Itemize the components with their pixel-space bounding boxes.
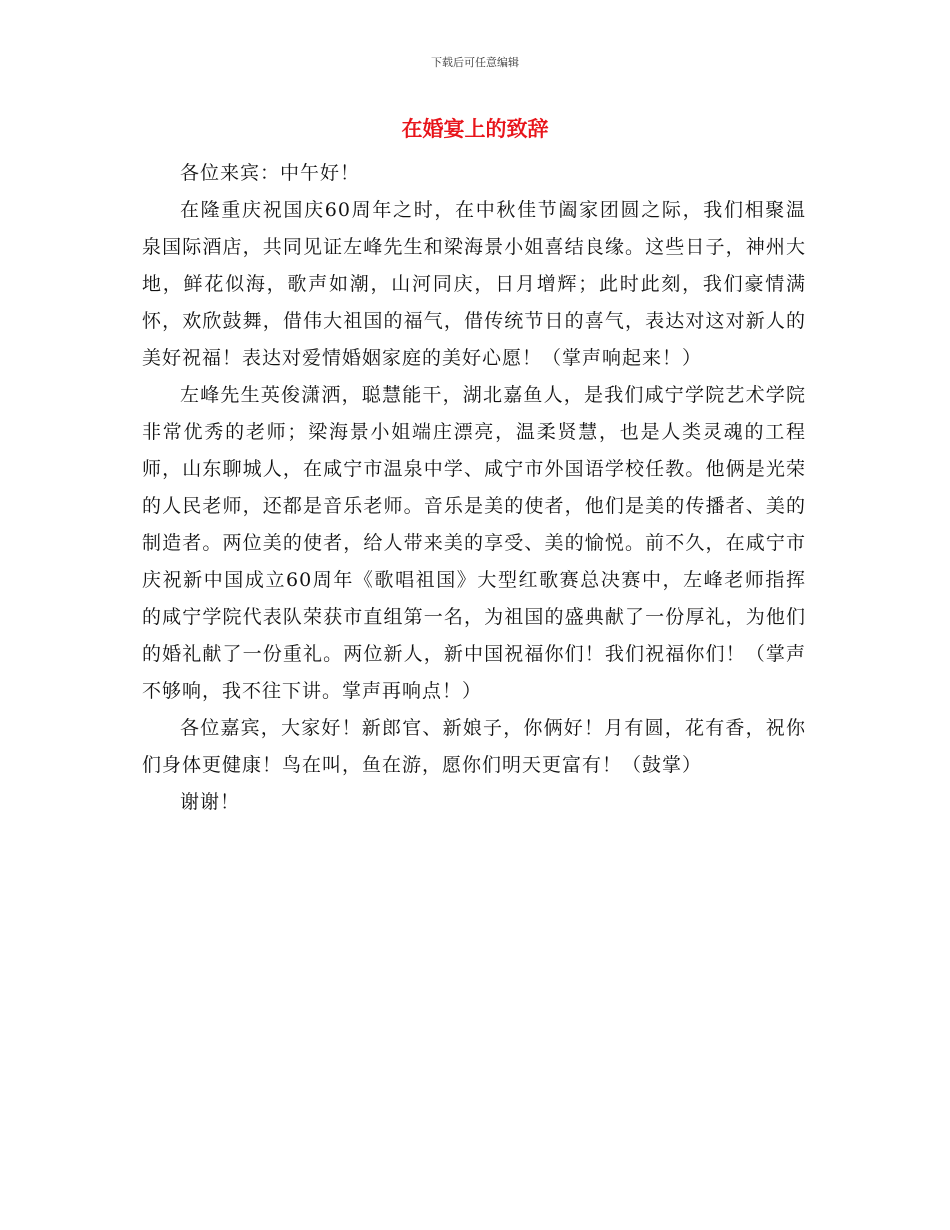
document-body [142, 155, 806, 821]
paragraph-wishes: 各位嘉宾，大家好！新郎官、新娘子，你俩好！月有圆，花有香，祝你们身体更健康！鸟在叫，鱼在游，愿你们明天更富有！（鼓掌） [142, 717, 806, 776]
paragraph-greeting: 各位来宾：中午好！ [180, 162, 361, 184]
paragraph-celebration: 在隆重庆祝国庆60周年之时，在中秋佳节阖家团圆之际，我们相聚温泉国际酒店，共同见证左峰先生和梁海景小姐喜结良缘。这些日子，神州大地，鲜花似海，歌声如潮，山河同庆，日月增辉；此时此刻，我们豪情满怀，欢欣鼓舞，借伟大祖国的福气，借传统节日的喜气，表达对这对新人的美好祝福！表达对爱情婚姻家庭的美好心愿！（掌声响起来！） [142, 199, 806, 369]
header-note: 下载后可任意编辑 [431, 56, 519, 69]
paragraph-couple-intro: 左峰先生英俊潇洒，聪慧能干，湖北嘉鱼人，是我们咸宁学院艺术学院非常优秀的老师；梁海景小姐端庄漂亮，温柔贤慧，也是人类灵魂的工程师，山东聊城人，在咸宁市温泉中学、咸宁市外国语学校任教。他俩是光荣的人民老师，还都是音乐老师。音乐是美的使者，他们是美的传播者、美的制造者。两位美的使者，给人带来美的享受、美的愉悦。前不久，在咸宁市庆祝新中国成立60周年《歌唱祖国》大型红歌赛总决赛中，左峰老师指挥的咸宁学院代表队荣获市直组第一名，为祖国的盛典献了一份厚礼，为他们的婚礼献了一份重礼。两位新人，新中国祝福你们！我们祝福你们！（掌声不够响，我不往下讲。掌声再响点！） [142, 384, 806, 702]
document-title: 在婚宴上的致辞 [401, 116, 549, 141]
paragraph-thanks: 谢谢！ [180, 791, 241, 813]
